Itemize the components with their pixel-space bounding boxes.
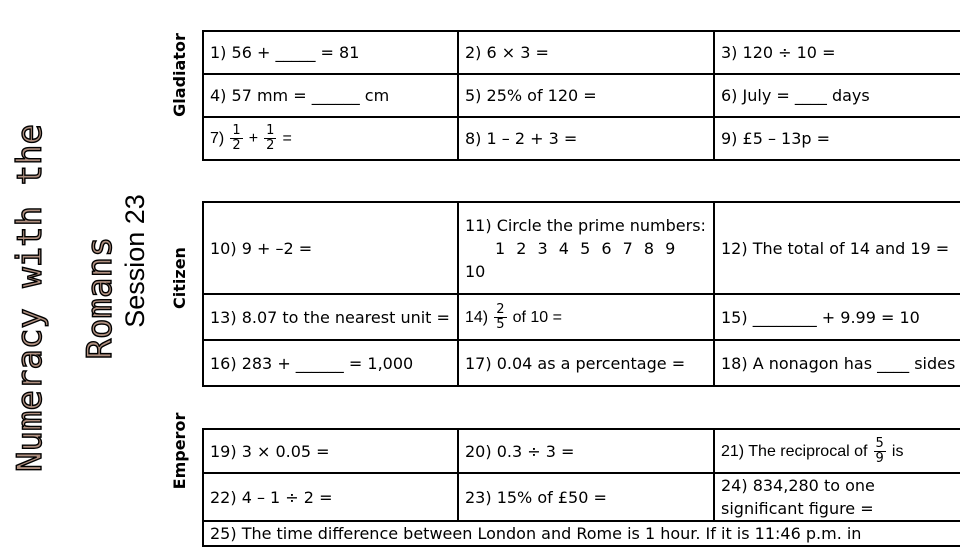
- prime-number-list-end: 10: [465, 261, 486, 281]
- question-16: 16) 283 + ______ = 1,000: [203, 340, 458, 386]
- question-1: 1) 56 + _____ = 81: [203, 31, 458, 74]
- question-23: 23) 15% of £50 =: [458, 473, 714, 521]
- equals-sign: =: [282, 130, 292, 147]
- citizen-questions-table: [202, 201, 960, 387]
- gladiator-questions-table: [202, 30, 960, 161]
- section-label-emperor: Emperor: [170, 412, 189, 490]
- question-25: 25) The time difference between London and Rome is 1 hour. If it is 11:46 p.m. in: [203, 521, 960, 546]
- worksheet-title: Numeracy with the: [10, 124, 50, 472]
- question-13: 13) 8.07 to the nearest unit =: [203, 294, 458, 340]
- table-row: [203, 521, 960, 546]
- question-11: [458, 202, 714, 294]
- question-4: 4) 57 mm = ______ cm: [203, 74, 458, 117]
- question-14-number: 14): [465, 308, 489, 326]
- question-11-prompt: 11) Circle the prime numbers:: [465, 215, 706, 235]
- fraction-numerator: 2: [496, 301, 505, 317]
- question-15: 15) ________ + 9.99 = 10: [714, 294, 960, 340]
- question-24: 24) 834,280 to one significant figure =: [714, 473, 960, 521]
- fraction-one-half: [230, 124, 242, 153]
- question-3: 3) 120 ÷ 10 =: [714, 31, 960, 74]
- table-row: [203, 473, 960, 521]
- session-label: Session 23: [120, 194, 150, 328]
- plus-operator: +: [248, 130, 259, 147]
- fraction-numerator: 5: [875, 435, 884, 451]
- fraction-one-half: [264, 124, 276, 153]
- question-14: [458, 294, 714, 340]
- question-21-prompt: 21) The reciprocal of: [721, 442, 868, 460]
- question-7-number: 7): [210, 130, 225, 147]
- fraction-numerator: 1: [266, 123, 275, 138]
- question-14-suffix: of 10 =: [512, 308, 562, 326]
- fraction-five-ninths: [874, 437, 886, 466]
- fraction-denominator: 2: [266, 138, 275, 153]
- question-22: 22) 4 – 1 ÷ 2 =: [203, 473, 458, 521]
- question-19: 19) 3 × 0.05 =: [203, 429, 458, 473]
- table-row: [203, 202, 960, 294]
- table-row: [203, 294, 960, 340]
- question-12: 12) The total of 14 and 19 =: [714, 202, 960, 294]
- question-10: 10) 9 + –2 =: [203, 202, 458, 294]
- question-21: [714, 429, 960, 473]
- emperor-questions-table: [202, 428, 960, 547]
- question-21-suffix: is: [891, 442, 904, 460]
- worksheet-title-romans: Romans: [80, 236, 120, 360]
- question-8: 8) 1 – 2 + 3 =: [458, 117, 714, 160]
- question-2: 2) 6 × 3 =: [458, 31, 714, 74]
- fraction-two-fifths: [494, 303, 506, 332]
- question-9: 9) £5 – 13p =: [714, 117, 960, 160]
- section-label-citizen: Citizen: [170, 247, 189, 309]
- fraction-denominator: 2: [232, 138, 241, 153]
- question-7: [203, 117, 458, 160]
- table-row: [203, 74, 960, 117]
- fraction-denominator: 5: [496, 316, 505, 332]
- fraction-numerator: 1: [232, 123, 241, 138]
- question-20: 20) 0.3 ÷ 3 =: [458, 429, 714, 473]
- table-row: [203, 340, 960, 386]
- question-17: 17) 0.04 as a percentage =: [458, 340, 714, 386]
- question-5: 5) 25% of 120 =: [458, 74, 714, 117]
- fraction-denominator: 9: [875, 450, 884, 466]
- table-row: [203, 117, 960, 160]
- question-18: 18) A nonagon has ____ sides: [714, 340, 960, 386]
- table-row: [203, 429, 960, 473]
- table-row: [203, 31, 960, 74]
- question-6: 6) July = ____ days: [714, 74, 960, 117]
- section-label-gladiator: Gladiator: [170, 33, 189, 117]
- prime-number-list: 1 2 3 4 5 6 7 8 9: [495, 238, 676, 258]
